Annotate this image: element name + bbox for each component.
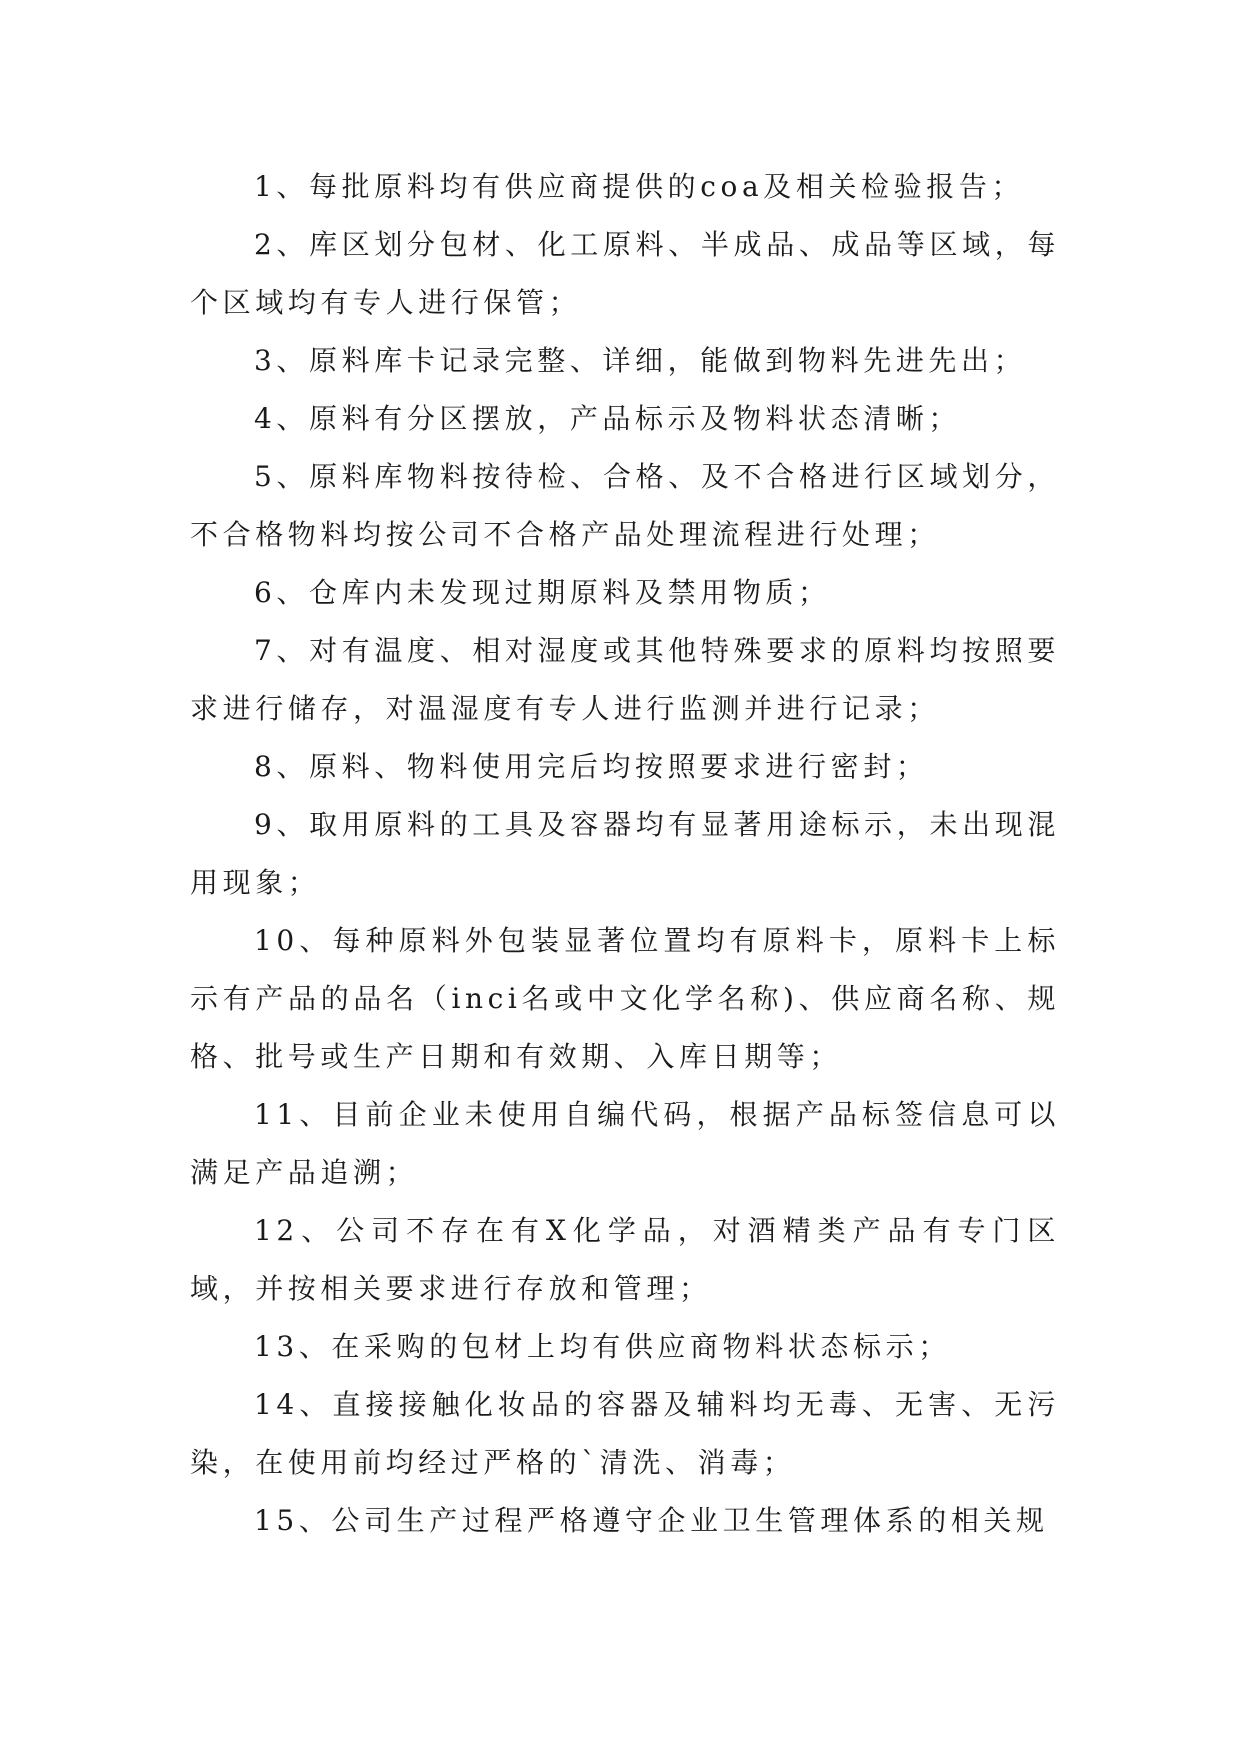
document-body	[190, 158, 1060, 1550]
paragraph-15: 15、公司生产过程严格遵守企业卫生管理体系的相关规	[254, 1504, 1049, 1537]
paragraph-1: 1、每批原料均有供应商提供的coa及相关检验报告；	[254, 170, 1025, 203]
paragraph-6: 6、仓库内未发现过期原料及禁用物质；	[254, 576, 831, 609]
paragraph-3: 3、原料库卡记录完整、详细，能做到物料先进先出；	[254, 344, 1027, 377]
paragraph-2: 2、库区划分包材、化工原料、半成品、成品等区域，每个区域均有专人进行保管；	[190, 228, 1060, 319]
paragraph-13: 13、在采购的包材上均有供应商物料状态标示；	[254, 1330, 951, 1363]
paragraph-12: 12、公司不存在有X化学品，对酒精类产品有专门区域，并按相关要求进行存放和管理；	[190, 1214, 1060, 1305]
paragraph-5: 5、原料库物料按待检、合格、及不合格进行区域划分，不合格物料均按公司不合格产品处理流程进行处理；	[190, 460, 1060, 551]
paragraph-9: 9、取用原料的工具及容器均有显著用途标示，未出现混用现象；	[190, 808, 1060, 899]
paragraph-14: 14、直接接触化妆品的容器及辅料均无毒、无害、无污染，在使用前均经过严格的`清洗、消毒；	[190, 1388, 1060, 1479]
paragraph-11: 11、目前企业未使用自编代码，根据产品标签信息可以满足产品追溯；	[190, 1098, 1060, 1189]
paragraph-7: 7、对有温度、相对湿度或其他特殊要求的原料均按照要求进行储存，对温湿度有专人进行监测并进行记录；	[190, 634, 1060, 725]
paragraph-4: 4、原料有分区摆放，产品标示及物料状态清晰；	[254, 402, 962, 435]
paragraph-10: 10、每种原料外包装显著位置均有原料卡，原料卡上标示有产品的品名（inci名或中文化学名称)、供应商名称、规格、批号或生产日期和有效期、入库日期等；	[190, 924, 1060, 1073]
paragraph-8: 8、原料、物料使用完后均按照要求进行密封；	[254, 750, 929, 783]
